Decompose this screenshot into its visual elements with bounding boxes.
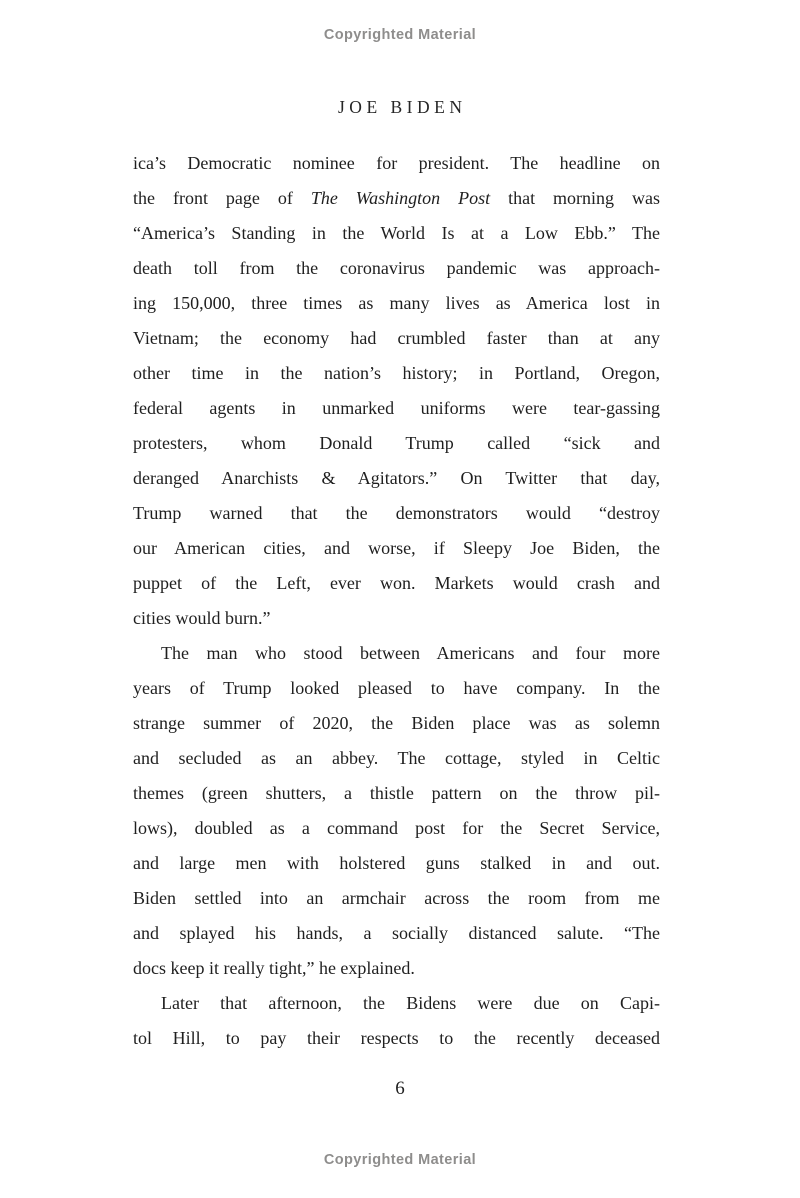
paragraph (133, 146, 660, 636)
text-run: and splayed his hands, a socially distanced salute. “The (133, 923, 660, 943)
text-run: Later that afternoon, the Bidens were due on Capi- (161, 993, 660, 1013)
text-run: that morning was (490, 188, 661, 208)
text-line (133, 286, 660, 321)
text-run: years of Trump looked pleased to have company. In the (133, 678, 660, 698)
text-run: deranged Anarchists & Agitators.” On Twitter that day, (133, 468, 660, 488)
text-run: cities would burn.” (133, 608, 271, 628)
text-line (133, 391, 660, 426)
text-line (133, 741, 660, 776)
text-line (133, 1021, 660, 1056)
text-line (133, 811, 660, 846)
text-run: Vietnam; the economy had crumbled faster than at any (133, 328, 660, 348)
text-line (133, 321, 660, 356)
text-line (133, 671, 660, 706)
text-line (133, 951, 660, 986)
text-run: federal agents in unmarked uniforms were tear-gassing (133, 398, 660, 418)
text-line (133, 986, 660, 1021)
text-line (133, 531, 660, 566)
text-line (133, 916, 660, 951)
text-run: lows), doubled as a command post for the Secret Service, (133, 818, 660, 838)
text-run: puppet of the Left, ever won. Markets would crash and (133, 573, 660, 593)
body-text-block (133, 146, 660, 1056)
text-run: The man who stood between Americans and four more (161, 643, 660, 663)
text-run: themes (green shutters, a thistle pattern on the throw pil- (133, 783, 660, 803)
text-run: tol Hill, to pay their respects to the recently deceased (133, 1028, 660, 1048)
text-run: “America’s Standing in the World Is at a Low Ebb.” The (133, 223, 660, 243)
text-line (133, 181, 660, 216)
text-run: docs keep it really tight,” he explained. (133, 958, 415, 978)
page-number: 6 (395, 1078, 405, 1099)
text-run: and large men with holstered guns stalked in and out. (133, 853, 660, 873)
text-run: strange summer of 2020, the Biden place was as solemn (133, 713, 660, 733)
text-line (133, 496, 660, 531)
text-run: and secluded as an abbey. The cottage, styled in Celtic (133, 748, 660, 768)
text-line (133, 881, 660, 916)
text-line (133, 356, 660, 391)
text-line (133, 636, 660, 671)
running-header: JOE BIDEN (338, 97, 467, 117)
text-line (133, 461, 660, 496)
text-line (133, 566, 660, 601)
paragraph (133, 636, 660, 986)
text-line (133, 251, 660, 286)
text-run: the front page of (133, 188, 311, 208)
paragraph (133, 986, 660, 1056)
text-run: protesters, whom Donald Trump called “sick and (133, 433, 660, 453)
copyright-notice-top: Copyrighted Material (323, 27, 477, 43)
text-run: ica’s Democratic nominee for president. The headline on (133, 153, 660, 173)
text-line (133, 216, 660, 251)
text-line (133, 846, 660, 881)
text-run: death toll from the coronavirus pandemic was approach- (133, 258, 660, 278)
text-run: our American cities, and worse, if Sleepy Joe Biden, the (133, 538, 660, 558)
text-line (133, 146, 660, 181)
text-line (133, 706, 660, 741)
text-line (133, 601, 660, 636)
text-line (133, 426, 660, 461)
italic-text-run: The Washington Post (310, 188, 491, 208)
text-run: Trump warned that the demonstrators would “destroy (133, 503, 660, 523)
text-run: other time in the nation’s history; in Portland, Oregon, (133, 363, 660, 383)
text-line (133, 776, 660, 811)
copyright-notice-bottom: Copyrighted Material (323, 1152, 477, 1168)
text-run: ing 150,000, three times as many lives as America lost in (133, 293, 660, 313)
text-run: Biden settled into an armchair across the room from me (133, 888, 660, 908)
